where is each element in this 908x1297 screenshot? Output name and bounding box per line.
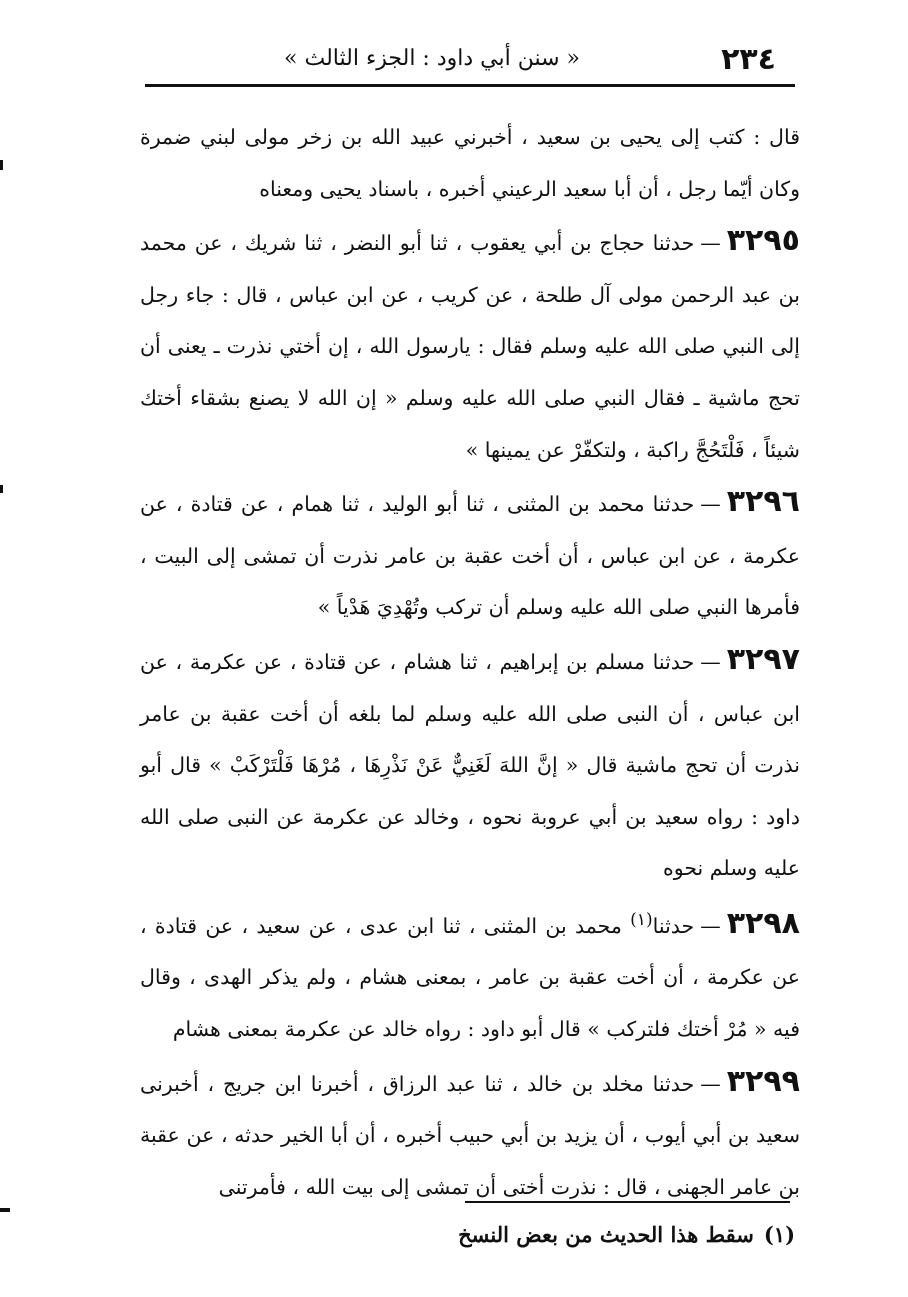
hadith-3296: ٣٢٩٦—حدثنا محمد بن المثنى ، ثنا أبو الوليد ، ثنا همام ، عن قتادة ، عن عكرمة ، عن ابن عباس ، أن أخت عقبة بن عامر نذرت أن تمشى إلى البيت ، فأمرها النبي صلى الله عليه وسلم أن تركب وتُهْدِيَ هَدْياً »: [140, 484, 800, 620]
hadith-3295: ٣٢٩٥—حدثنا حجاج بن أبي يعقوب ، ثنا أبو النضر ، ثنا شريك ، عن محمد بن عبد الرحمن مولى آل طلحة ، عن كريب ، عن ابن عباس ، قال : جاء رجل إلى النبي صلى الله عليه وسلم فقال : يارسول الله ، إن أختي نذرت ـ يعنى أن تحج ماشية ـ فقال النبي صلى الله عليه وسلم « إن الله لا يصنع بشقاء أختك شيئاً ، فَلْتَحُجَّ راكبة ، ولتكفّرْ عن يمينها »: [140, 223, 800, 462]
footnote: [300, 1222, 795, 1247]
footnote-rule: [465, 1201, 790, 1203]
hadith-3297: ٣٢٩٧—حدثنا مسلم بن إبراهيم ، ثنا هشام ، عن قتادة ، عن عكرمة ، عن ابن عباس ، أن النبى صلى الله عليه وسلم لما بلغه أن أخت عقبة بن عامر نذرت أن تحج ماشية قال « إنَّ اللهَ لَغَنِيٌّ عَنْ نَذْرِهَا ، مُرْهَا فَلْتَرْكَبْ » قال أبو داود : رواه سعيد بن أبي عروبة نحوه ، وخالد عن عكرمة عن النبى صلى الله عليه وسلم نحوه: [140, 641, 800, 881]
margin-tick: [0, 160, 3, 170]
footnote-reference: (١): [630, 909, 653, 930]
footnote-marker: (١): [763, 1222, 795, 1247]
page-number: ٢٣٤: [721, 42, 776, 77]
hadith-text: حدثنا محمد بن المثنى ، ثنا أبو الوليد ، ثنا همام ، عن قتادة ، عن عكرمة ، عن ابن عباس ، أن أخت عقبة بن عامر نذرت أن تمشى إلى البيت ، فأمرها النبي صلى الله عليه وسلم أن تركب وتُهْدِيَ هَدْياً »: [140, 492, 800, 620]
hadith-3299: ٣٢٩٩—حدثنا مخلد بن خالد ، ثنا عبد الرزاق ، أخبرنا ابن جريج ، أخبرنى سعيد بن أبي أيوب ، أن يزيد بن أبي حبيب أخبره ، أن أبا الخير حدثه ، عن عقبة بن عامر الجهنى ، قال : نذرت أختى أن تمشى إلى بيت الله ، فأمرتنى: [140, 1063, 800, 1199]
header-rule: [145, 84, 795, 87]
main-text: [140, 112, 800, 1213]
running-title: « سنن أبي داود : الجزء الثالث »: [284, 46, 580, 71]
hadith-text: حدثنا مسلم بن إبراهيم ، ثنا هشام ، عن قتادة ، عن عكرمة ، عن ابن عباس ، أن النبى صلى الله عليه وسلم لما بلغه أن أخت عقبة بن عامر نذرت أن تحج ماشية قال « إنَّ اللهَ لَغَنِيٌّ عَنْ نَذْرِهَا ، مُرْهَا فَلْتَرْكَبْ » قال أبو داود : رواه سعيد بن أبي عروبة نحوه ، وخالد عن عكرمة عن النبى صلى الله عليه وسلم نحوه: [140, 649, 800, 881]
hadith-number: ٣٢٩٩: [726, 1063, 800, 1099]
hadith-opening: حدثنا: [652, 913, 695, 938]
hadith-3298: ٣٢٩٨—حدثنا$^{(١)}$ محمد بن المثنى ، ثنا ابن عدى ، عن سعيد ، عن قتادة ، عن عكرمة ، أن أخت عقبة بن عامر ، بمعنى هشام ، ولم يذكر الهدى ، وقال فيه « مُرْ أختك فلتركب » قال أبو داود : رواه خالد عن عكرمة بمعنى هشام: [140, 905, 800, 1041]
page-header: [150, 36, 790, 82]
intro-paragraph: قال : كتب إلى يحيى بن سعيد ، أخبرني عبيد الله بن زخر مولى لبني ضمرة وكان أيّما رجل ، أن أبا سعيد الرعيني أخبره ، باسناد يحيى ومعناه: [140, 125, 800, 201]
hadith-number: ٣٢٩٥: [726, 223, 800, 259]
hadith-text: حدثنا حجاج بن أبي يعقوب ، ثنا أبو النضر ، ثنا شريك ، عن محمد بن عبد الرحمن مولى آل طلحة ، عن كريب ، عن ابن عباس ، قال : جاء رجل إلى النبي صلى الله عليه وسلم فقال : يارسول الله ، إن أختي نذرت ـ يعنى أن تحج ماشية ـ فقال النبي صلى الله عليه وسلم « إن الله لا يصنع بشقاء أختك شيئاً ، فَلْتَحُجَّ راكبة ، ولتكفّرْ عن يمينها »: [140, 231, 800, 462]
footnote-text: سقط هذا الحديث من بعض النسخ: [458, 1222, 754, 1247]
margin-tick: [0, 485, 3, 493]
hadith-number: ٣٢٩٧: [726, 641, 800, 677]
hadith-text: محمد بن المثنى ، ثنا ابن عدى ، عن سعيد ، عن قتادة ، عن عكرمة ، أن أخت عقبة بن عامر ، بمعنى هشام ، ولم يذكر الهدى ، وقال فيه « مُرْ أختك فلتركب » قال أبو داود : رواه خالد عن عكرمة بمعنى هشام: [140, 913, 800, 1041]
margin-tick: [0, 1208, 10, 1212]
hadith-text: حدثنا مخلد بن خالد ، ثنا عبد الرزاق ، أخبرنا ابن جريج ، أخبرنى سعيد بن أبي أيوب ، أن يزيد بن أبي حبيب أخبره ، أن أبا الخير حدثه ، عن عقبة بن عامر الجهنى ، قال : نذرت أختى أن تمشى إلى بيت الله ، فأمرتنى: [140, 1071, 800, 1199]
hadith-number: ٣٢٩٨: [726, 905, 800, 941]
hadith-number: ٣٢٩٦: [726, 484, 800, 520]
